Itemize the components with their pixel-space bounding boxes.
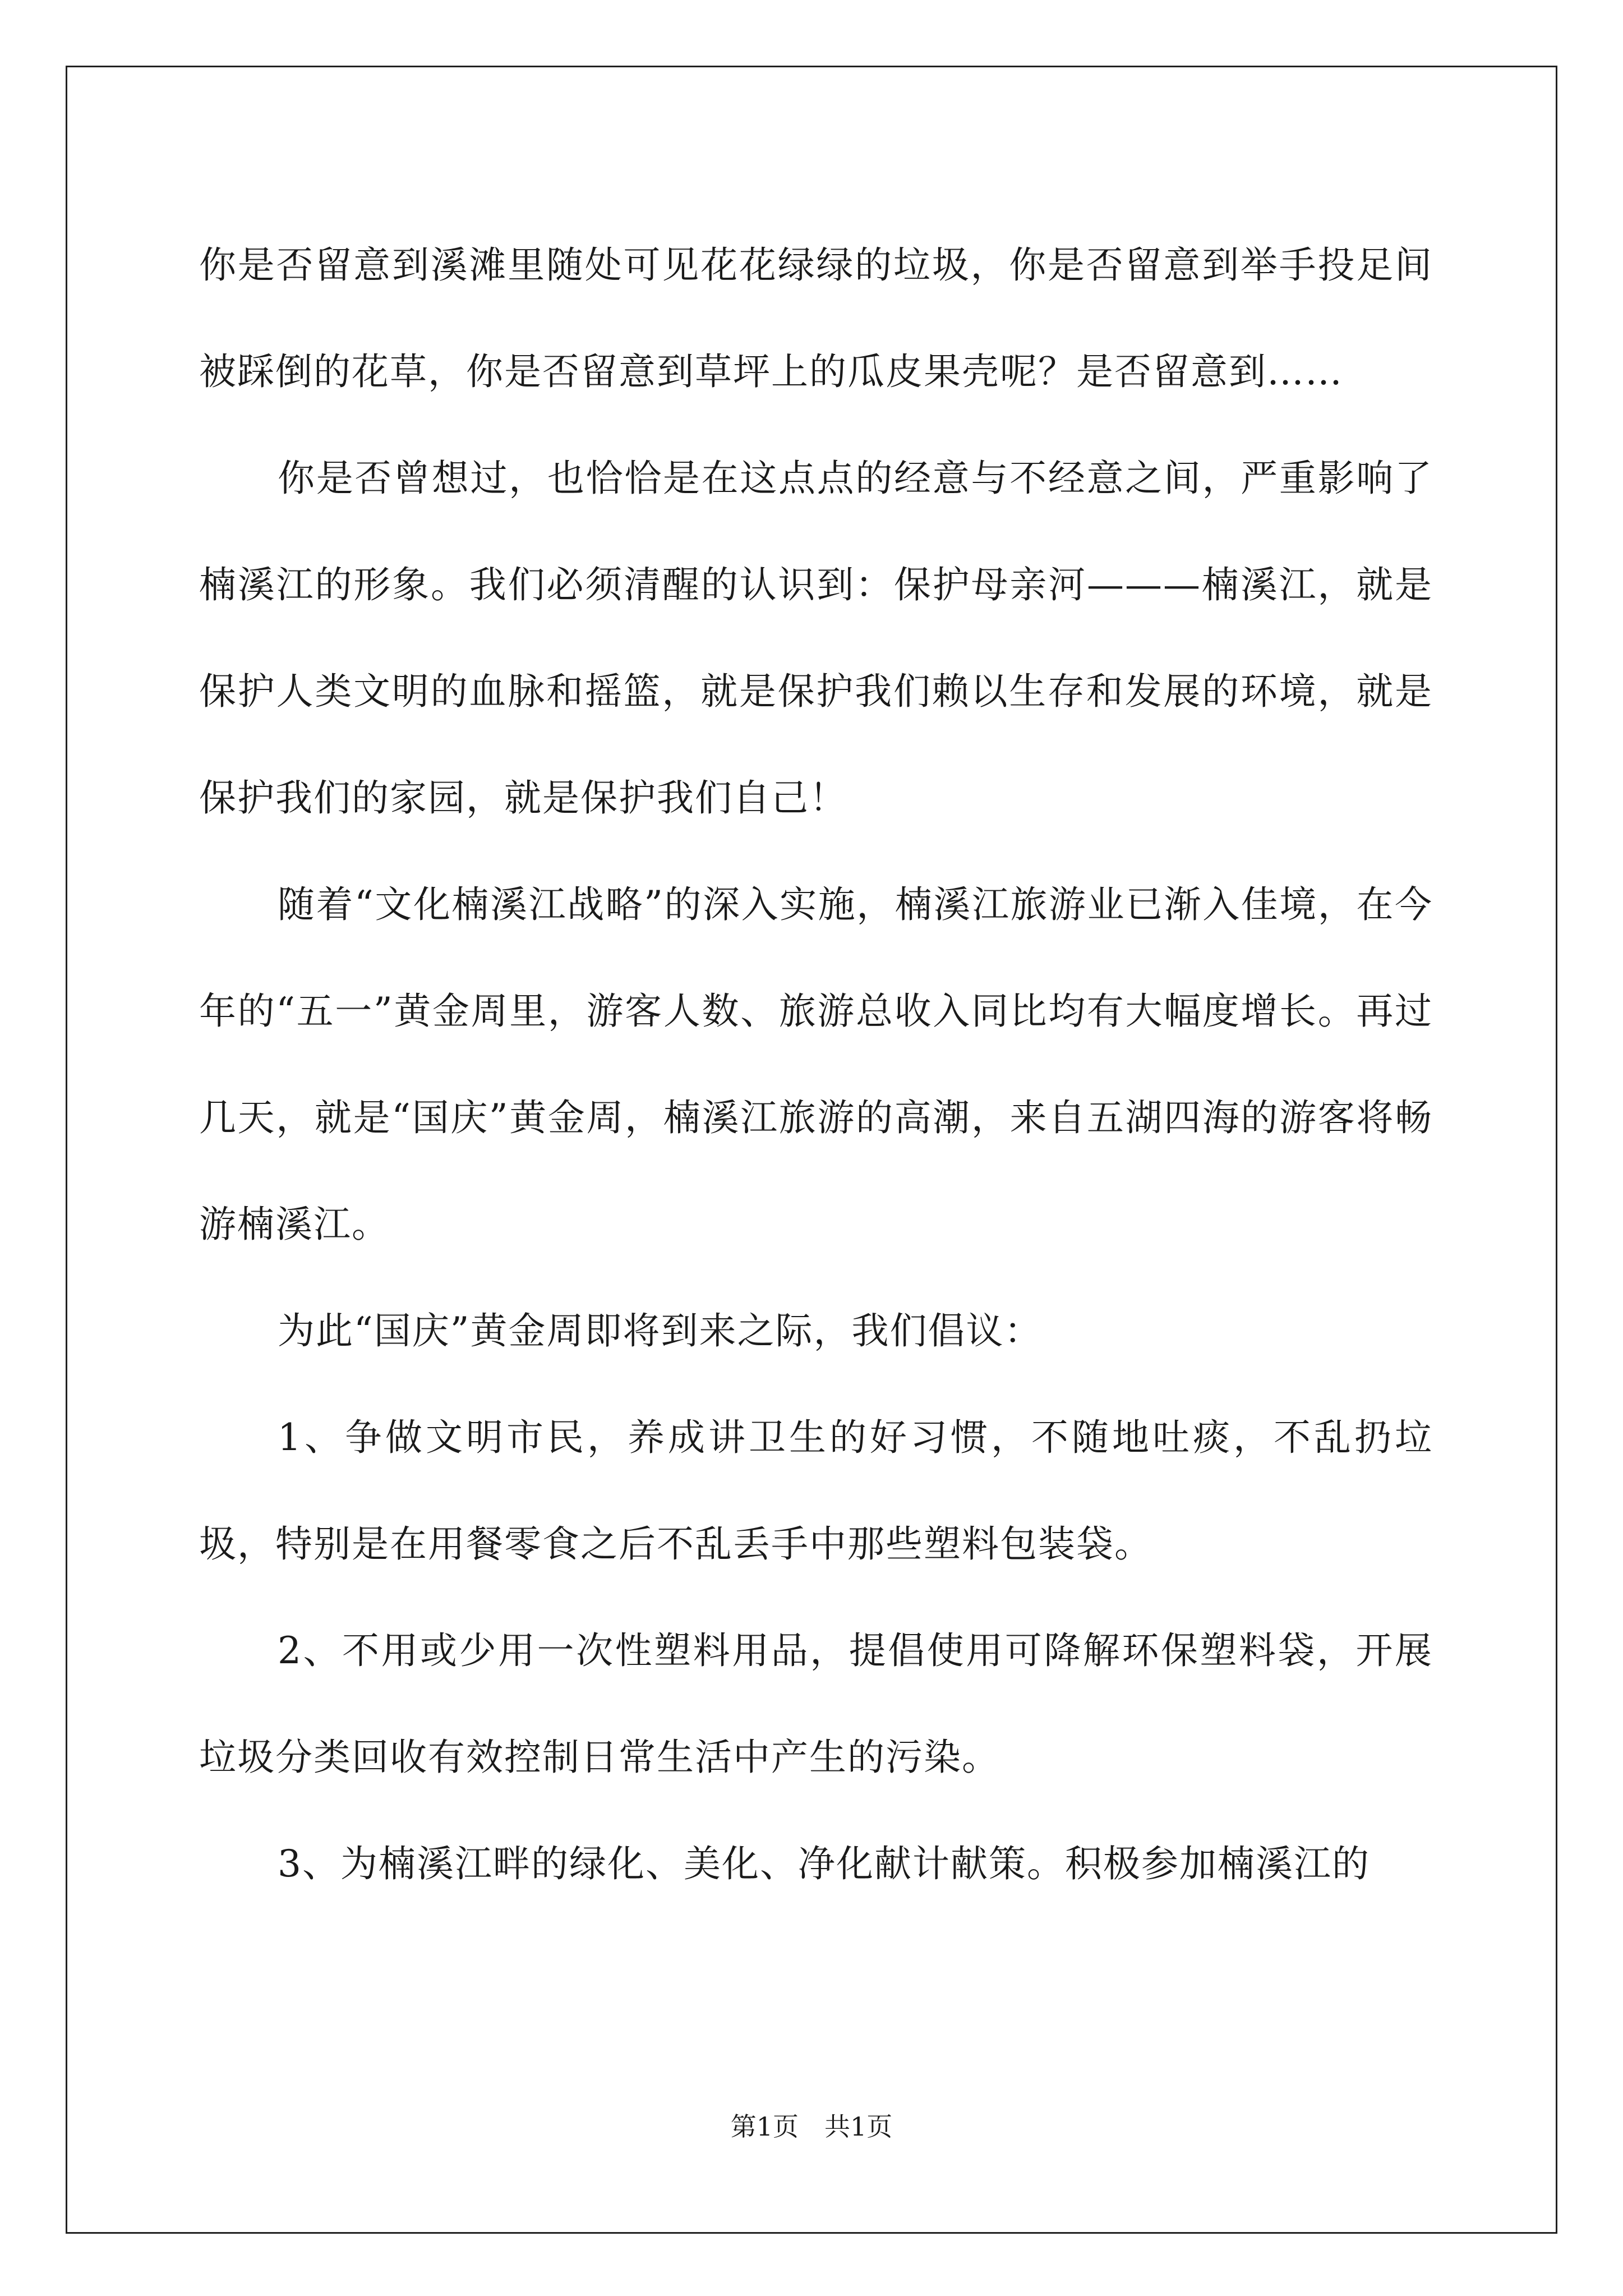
paragraph-4: 为此“国庆”黄金周即将到来之际，我们倡议： [278,1309,1043,1352]
paragraph-5: 1、争做文明市民，养成讲卫生的好习惯，不随地吐痰，不乱扔垃圾，特别是在用餐零食之后不乱丢手中那些塑料包装袋。 [199,1416,1433,1566]
paragraph-7: 3、为楠溪江畔的绿化、美化、净化献计献策。积极参加楠溪江的 [278,1842,1370,1885]
document-body [199,212,1433,1917]
paragraph-2: 你是否曾想过，也恰恰是在这点点的经意与不经意之间，严重影响了楠溪江的形象。我们必须清醒的认识到：保护母亲河———楠溪江，就是保护人类文明的血脉和摇篮，就是保护我们赖以生存和发展的环境，就是保护我们的家园，就是保护我们自己！ [199,457,1433,820]
page-number-footer: 第1页 共1页 [730,2111,893,2142]
paragraph-1: 你是否留意到溪滩里随处可见花花绿绿的垃圾，你是否留意到举手投足间被踩倒的花草，你是否留意到草坪上的瓜皮果壳呢？是否留意到…… [199,243,1433,393]
paragraph-3: 随着“文化楠溪江战略”的深入实施，楠溪江旅游业已渐入佳境，在今年的“五一”黄金周里，游客人数、旅游总收入同比均有大幅度增长。再过几天，就是“国庆”黄金周，楠溪江旅游的高潮，来自五湖四海的游客将畅游楠溪江。 [199,883,1433,1246]
paragraph-6: 2、不用或少用一次性塑料用品，提倡使用可降解环保塑料袋，开展垃圾分类回收有效控制日常生活中产生的污染。 [199,1629,1433,1779]
